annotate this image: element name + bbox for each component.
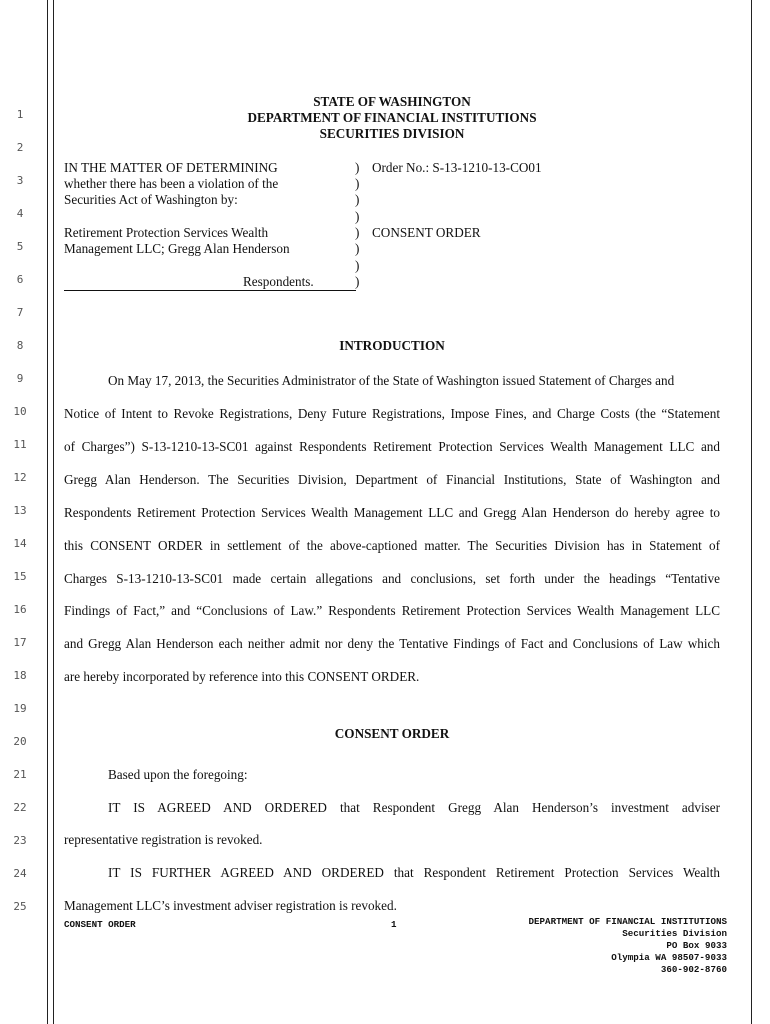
caption-respondents: Respondents. [243,274,314,289]
caption-underline [64,290,356,291]
footer-address-line: Olympia WA 98507-9033 [611,952,727,963]
line-number: 22 [13,801,27,814]
line-number: 1 [16,108,24,121]
header-state: STATE OF WASHINGTON [313,94,471,109]
line-number: 17 [13,636,27,649]
caption-line: Management LLC; Gregg Alan Henderson [64,241,290,256]
caption-paren: ) [355,209,360,224]
line-number: 6 [16,273,24,286]
footer-title: CONSENT ORDER [64,919,136,930]
paragraph-line: IT IS FURTHER AGREED AND ORDERED that Respondent Retirement Protection Services Wealth [108,865,720,880]
caption-paren: ) [355,225,360,240]
paragraph-line: IT IS AGREED AND ORDERED that Respondent Gregg Alan Henderson’s investment adviser [108,800,720,815]
line-number: 4 [16,207,24,220]
header-department: DEPARTMENT OF FINANCIAL INSTITUTIONS [247,110,537,125]
footer-address-line: Securities Division [622,928,727,939]
paragraph-line: Gregg Alan Henderson. The Securities Division, Department of Financial Institutions, State of Washington and [64,472,720,487]
line-number: 3 [16,174,24,187]
caption-paren: ) [355,160,360,175]
caption-line: Securities Act of Washington by: [64,192,238,207]
paragraph-line: Based upon the foregoing: [108,767,248,782]
line-number: 7 [16,306,24,319]
line-number: 12 [13,471,27,484]
caption-paren: ) [355,192,360,207]
line-number: 9 [16,372,24,385]
paragraph-line: Findings of Fact,” and “Conclusions of Law.” Respondents Retirement Protection Services Wealth Management LLC [64,603,720,618]
footer-page-number: 1 [391,919,397,930]
paragraph-line: this CONSENT ORDER in settlement of the above-captioned matter. The Securities Division has in Statement of [64,538,720,553]
line-number: 13 [13,504,27,517]
paragraph-line: representative registration is revoked. [64,832,263,847]
caption-paren: ) [355,241,360,256]
line-number: 21 [13,768,27,781]
margin-rule-inner [53,0,54,1024]
line-number: 23 [13,834,27,847]
line-number: 11 [13,438,27,451]
line-number: 15 [13,570,27,583]
footer-address-line: PO Box 9033 [666,940,727,951]
caption-paren: ) [355,258,360,273]
line-number: 25 [13,900,27,913]
caption-line: Retirement Protection Services Wealth [64,225,269,240]
line-number: 8 [16,339,24,352]
footer-address-line: DEPARTMENT OF FINANCIAL INSTITUTIONS [528,916,727,927]
line-number: 2 [16,141,24,154]
paragraph-line: of Charges”) S-13-1210-13-SC01 against Respondents Retirement Protection Services Wealth Management LLC and [64,439,720,454]
line-number: 5 [16,240,24,253]
paragraph-line: Charges S-13-1210-13-SC01 made certain allegations and conclusions, set forth under the headings “Tentative [64,571,720,586]
line-number: 14 [13,537,27,550]
paragraph-line: Notice of Intent to Revoke Registrations, Deny Future Registrations, Impose Fines, and Charge Costs (the “Statement [64,406,720,421]
line-number: 18 [13,669,27,682]
caption-paren: ) [355,176,360,191]
line-number: 19 [13,702,27,715]
introduction-heading: INTRODUCTION [339,338,445,353]
paragraph-line: are hereby incorporated by reference into this CONSENT ORDER. [64,669,420,684]
consent-order-heading: CONSENT ORDER [334,726,450,741]
line-number: 20 [13,735,27,748]
header-division: SECURITIES DIVISION [319,126,465,141]
paragraph-line: Management LLC’s investment adviser registration is revoked. [64,898,397,913]
paragraph-line: Respondents Retirement Protection Services Wealth Management LLC and Gregg Alan Henderson do hereby agree to [64,505,720,520]
footer-address-line: 360-902-8760 [660,964,727,975]
margin-rule-right [751,0,752,1024]
line-number: 16 [13,603,27,616]
caption-line: whether there has been a violation of the [64,176,279,191]
order-number: Order No.: S-13-1210-13-CO01 [372,160,542,175]
line-number: 10 [13,405,27,418]
paragraph-line: and Gregg Alan Henderson each neither admit nor deny the Tentative Findings of Fact and Conclusions of Law which [64,636,720,651]
order-type: CONSENT ORDER [372,225,481,240]
caption-line: IN THE MATTER OF DETERMINING [64,160,278,175]
caption-paren: ) [355,274,360,289]
paragraph-line: On May 17, 2013, the Securities Administrator of the State of Washington issued Statement of Charges and [108,373,675,388]
line-number: 24 [13,867,27,880]
margin-rule-outer [47,0,48,1024]
